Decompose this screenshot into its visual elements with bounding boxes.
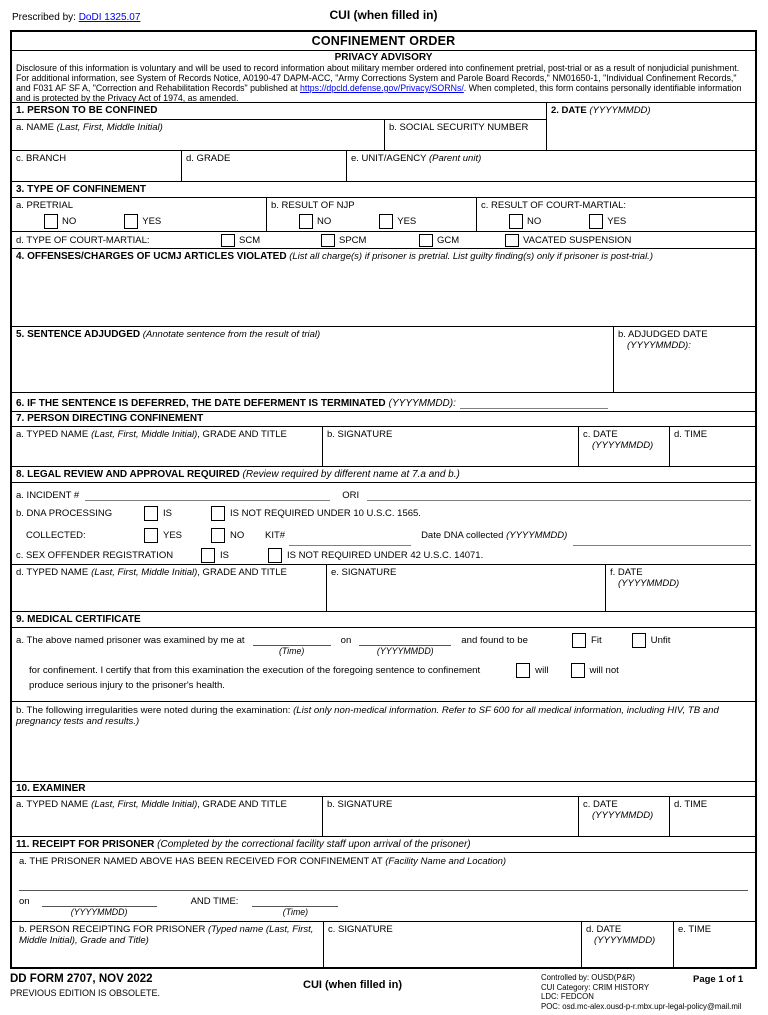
gcm-checkbox[interactable] (419, 234, 433, 247)
privacy-text-1: Disclosure of this information is voluntary and will be used to record information about military member ordered into confinement pretrial, post-trial or as a result of nonjudicial punishment. For additional information, see System of Records Notice, A0190-47 DAPM-ACC, "Army Corrections System and Parole Board Records," NM01650-1, "Individual Confinement Records," and F031 AF SF A, "Correction and Rehabilitation Records" published at (16, 63, 740, 93)
s11-receipting-cell[interactable] (12, 922, 324, 967)
section-10-header-row (12, 782, 755, 797)
section-8c (12, 546, 755, 565)
section-9-header: 9. MEDICAL CERTIFICATE (16, 614, 141, 625)
s10-typed-name-cell[interactable] (12, 797, 323, 836)
section-8-hint: (Review required by different name at 7.a and b.) (242, 469, 460, 480)
date-label: 2. DATE (551, 105, 587, 116)
section-9b[interactable] (12, 702, 755, 782)
section-11-label: 11. RECEIPT FOR PRISONER (16, 839, 155, 850)
unfit-group (632, 632, 671, 648)
will-not-group (571, 663, 619, 678)
section-6-label: 6. IF THE SENTENCE IS DEFERRED, THE DATE DEFERMENT IS TERMINATED (16, 398, 386, 409)
field-unit-agency[interactable] (347, 151, 755, 181)
field-grade[interactable] (182, 151, 347, 181)
date-hint: (YYYYMMDD) (589, 105, 651, 116)
dna-isnot-label: IS NOT REQUIRED UNDER 10 U.S.C. 1565. (230, 508, 421, 519)
collected-yes-label: YES (163, 529, 183, 541)
s10-time-label: d. TIME (674, 799, 708, 810)
s8-signature-label: e. SIGNATURE (331, 567, 397, 578)
top-bar (10, 8, 757, 30)
court-martial-type-label: d. TYPE OF COURT-MARTIAL: (16, 234, 150, 246)
s7-signature-label: b. SIGNATURE (327, 429, 393, 440)
sex-offender-label: c. SEX OFFENDER REGISTRATION (16, 549, 174, 561)
s9-injury-text: produce serious injury to the prisoner's health. (29, 680, 225, 691)
will-checkbox[interactable] (516, 663, 530, 678)
form-number: DD FORM 2707, NOV 2022 (10, 973, 153, 985)
unit-label: e. UNIT/AGENCY (351, 153, 427, 164)
dna-isnot-checkbox[interactable] (211, 506, 225, 521)
s11-date-hint: (YYYYMMDD) (594, 935, 656, 946)
s8-typed-name-cell[interactable] (12, 565, 327, 611)
adjudged-date-hint: (YYYYMMDD): (627, 340, 691, 351)
section-7-header: 7. PERSON DIRECTING CONFINEMENT (16, 413, 204, 424)
grade-label: d. GRADE (186, 153, 231, 164)
dna-processing-label: b. DNA PROCESSING (16, 508, 113, 519)
footer-left (10, 973, 240, 1011)
s11-time-label: e. TIME (678, 924, 712, 935)
spcm-label: SPCM (339, 234, 367, 246)
field-ssn[interactable] (385, 120, 546, 150)
adjudged-date-cell[interactable] (614, 327, 755, 392)
fit-label: Fit (590, 635, 602, 646)
name-label: a. NAME (16, 122, 55, 133)
s11-receipting-hint: (Typed name (Last, First, Middle Initial), Grade and Title) (19, 924, 314, 946)
sex-offender-isnot-label: IS NOT REQUIRED UNDER 42 U.S.C. 14071. (287, 549, 484, 561)
pretrial-no-label: NO (62, 216, 77, 227)
s8-date-label: f. DATE (610, 567, 643, 578)
facility-field[interactable] (19, 867, 748, 891)
section-1-2 (12, 103, 755, 151)
s8-date-hint: (YYYYMMDD) (618, 578, 680, 589)
s7-date-cell[interactable] (579, 427, 670, 466)
field-date[interactable] (547, 103, 755, 150)
section-9a (12, 628, 755, 702)
s7-date-label: c. DATE (583, 429, 618, 440)
collected-no-checkbox[interactable] (211, 528, 225, 543)
pretrial-yes-label: YES (142, 216, 162, 227)
and-time-label: AND TIME: (190, 896, 239, 907)
section-10-header: 10. EXAMINER (16, 783, 86, 794)
s10-date-label: c. DATE (583, 799, 618, 810)
section-11-header-row (12, 837, 755, 853)
cui-category: CUI Category: CRIM HISTORY (541, 982, 650, 992)
s8-typed-name-label: d. TYPED NAME (16, 567, 89, 578)
previous-edition: PREVIOUS EDITION IS OBSOLETE. (10, 988, 161, 998)
form-footer (10, 973, 757, 1011)
will-not-checkbox[interactable] (571, 663, 585, 678)
s8-typed-name-label2: , GRADE AND TITLE (197, 567, 287, 578)
exam-time-hint: (Time) (278, 646, 305, 656)
collected-yes-checkbox[interactable] (144, 528, 158, 543)
s9b-hint: (List only non-medical information. Refer to SF 600 for all medical information, including HIV, TB and pregnancy tests and results.) (16, 705, 719, 727)
pretrial-no-checkbox[interactable] (44, 214, 58, 229)
privacy-text (16, 63, 751, 103)
gcm-label: GCM (437, 234, 460, 246)
court-martial-no-checkbox[interactable] (509, 214, 523, 229)
section-8-header (12, 467, 464, 482)
section-6 (12, 393, 755, 412)
court-martial-result-label: c. RESULT OF COURT-MARTIAL: (481, 200, 626, 211)
incident-label: a. INCIDENT # (16, 490, 80, 501)
section-8-row-def (12, 565, 755, 612)
vacated-suspension-label: VACATED SUSPENSION (523, 234, 632, 246)
dodi-link[interactable]: DoDI 1325.07 (78, 12, 141, 23)
section-3-header: 3. TYPE OF CONFINEMENT (16, 184, 147, 195)
section-8-header-row (12, 467, 755, 483)
s10-time-cell[interactable] (670, 797, 755, 836)
dna-date-field[interactable] (573, 534, 751, 546)
court-martial-yes-label: YES (607, 216, 627, 227)
s11-time-cell[interactable] (674, 922, 755, 967)
exam-time-field[interactable] (253, 632, 331, 657)
s10-date-cell[interactable] (579, 797, 670, 836)
received-hint: (Facility Name and Location) (385, 856, 507, 867)
ori-field[interactable] (367, 489, 751, 501)
s7-signature-cell[interactable] (323, 427, 579, 466)
exam-date-hint: (YYYYMMDD) (376, 646, 434, 656)
branch-label: c. BRANCH (16, 153, 67, 164)
scm-checkbox[interactable] (221, 234, 235, 247)
will-label: will (535, 665, 549, 676)
dna-date-label: Date DNA collected (YYYYMMDD) (421, 529, 568, 541)
collected-no-label: NO (230, 529, 245, 541)
section-10-row (12, 797, 755, 837)
s11-date-cell[interactable] (582, 922, 674, 967)
ori-label: ORI (342, 490, 360, 501)
section-9-header-row (12, 612, 755, 628)
section-8-label: 8. LEGAL REVIEW AND APPROVAL REQUIRED (16, 469, 240, 480)
s7-typed-name-hint: (Last, First, Middle Initial) (91, 429, 198, 440)
received-date-hint: (YYYYMMDD) (70, 907, 128, 917)
sorns-link[interactable]: https://dpcld.defense.gov/Privacy/SORNs/ (300, 83, 464, 93)
s7-time-label: d. TIME (674, 429, 708, 440)
unfit-label: Unfit (650, 635, 671, 646)
pretrial-yes-checkbox[interactable] (124, 214, 138, 229)
s10-date-hint: (YYYYMMDD) (592, 810, 654, 821)
spcm-checkbox[interactable] (321, 234, 335, 247)
dna-is-checkbox[interactable] (144, 506, 158, 521)
name-hint: (Last, First, Middle Initial) (56, 122, 163, 133)
s9-examined-text: a. The above named prisoner was examined by me at (16, 635, 245, 646)
deferment-date-field[interactable] (460, 397, 608, 409)
fit-checkbox[interactable] (572, 633, 586, 648)
field-name[interactable] (12, 120, 385, 150)
s7-date-hint: (YYYYMMDD) (592, 440, 654, 451)
s8-date-cell[interactable] (606, 565, 755, 611)
court-martial-yes-checkbox[interactable] (589, 214, 603, 229)
njp-cell (267, 198, 477, 231)
kit-field[interactable] (289, 534, 411, 546)
section-5-header: 5. SENTENCE ADJUDGED (16, 329, 141, 340)
will-not-label: will not (589, 665, 619, 676)
s9-certify-text: for confinement. I certify that from this examination the execution of the foregoing sentence to confinement (29, 665, 481, 676)
court-martial-no-label: NO (527, 216, 542, 227)
adjudged-date-label: b. ADJUDGED DATE (618, 329, 708, 340)
s10-typed-name-label2: , GRADE AND TITLE (197, 799, 287, 810)
s11-receipting-label: b. PERSON RECEIPTING FOR PRISONER (19, 924, 206, 935)
will-group (516, 663, 548, 678)
received-date-field[interactable] (42, 894, 157, 918)
section-5 (12, 327, 755, 393)
njp-no-checkbox[interactable] (299, 214, 313, 229)
s9b-label: b. The following irregularities were noted during the examination: (16, 705, 291, 716)
section-8b-line1 (12, 503, 755, 524)
njp-yes-label: YES (397, 216, 417, 227)
unfit-checkbox[interactable] (632, 633, 646, 648)
exam-date-field[interactable] (359, 632, 451, 657)
section-4[interactable] (12, 249, 755, 327)
section-7-row (12, 427, 755, 467)
poc: POC: osd.mc-alex.ousd-p-r.mbx.upr-legal-policy@mail.mil (541, 1001, 742, 1011)
s8-typed-name-hint: (Last, First, Middle Initial) (91, 567, 198, 578)
received-time-field[interactable] (252, 894, 338, 918)
s7-typed-name-label: a. TYPED NAME (16, 429, 89, 440)
controlled-by: Controlled by: OUSD(P&R) (541, 973, 636, 982)
pretrial-cell (12, 198, 267, 231)
section-8a (12, 483, 755, 503)
received-on-label: on (19, 896, 30, 907)
section-3-row2 (12, 232, 755, 249)
section-1-row2 (12, 151, 755, 182)
dna-is-label: IS (163, 508, 172, 519)
s10-typed-name-label: a. TYPED NAME (16, 799, 89, 810)
privacy-text-2: . When completed, this form contains personally identifiable information and is protected by the Privacy Act of 1974, as amended. (16, 83, 742, 103)
received-label: a. THE PRISONER NAMED ABOVE HAS BEEN RECEIVED FOR CONFINEMENT AT (19, 856, 383, 867)
collected-label: COLLECTED: (26, 529, 86, 541)
s11-signature-label: c. SIGNATURE (328, 924, 393, 935)
s8-signature-cell[interactable] (327, 565, 606, 611)
cui-banner-bottom: CUI (when filled in) (303, 979, 402, 991)
unit-hint: (Parent unit) (428, 153, 482, 164)
kit-label: KIT# (265, 529, 286, 541)
s11-signature-cell[interactable] (324, 922, 582, 967)
footer-right (465, 973, 757, 1011)
njp-yes-checkbox[interactable] (379, 214, 393, 229)
s10-signature-cell[interactable] (323, 797, 579, 836)
s9-found-text: and found to be (461, 635, 528, 646)
s7-typed-name-cell[interactable] (12, 427, 323, 466)
sex-offender-isnot-checkbox[interactable] (268, 548, 282, 563)
section-3-header-row (12, 182, 755, 198)
section-3-row1 (12, 198, 755, 232)
pretrial-label: a. PRETRIAL (16, 200, 74, 211)
vacated-suspension-checkbox[interactable] (505, 234, 519, 247)
s10-signature-label: b. SIGNATURE (327, 799, 393, 810)
njp-label: b. RESULT OF NJP (271, 200, 355, 211)
section-4-header: 4. OFFENSES/CHARGES OF UCMJ ARTICLES VIOLATED (16, 251, 287, 262)
section-4-hint: (List all charge(s) if prisoner is pretrial. List guilty finding(s) only if prisoner is post-trial.) (289, 251, 653, 262)
s10-typed-name-hint: (Last, First, Middle Initial) (91, 799, 198, 810)
received-time-hint: (Time) (282, 907, 309, 917)
incident-field[interactable] (85, 489, 330, 501)
s9-on-text: on (340, 635, 352, 646)
s7-time-cell[interactable] (670, 427, 755, 466)
form-title-row (12, 32, 755, 51)
njp-no-label: NO (317, 216, 332, 227)
court-martial-result-cell (477, 198, 755, 231)
ssn-label: b. SOCIAL SECURITY NUMBER (389, 122, 529, 133)
section-11-hint: (Completed by the correctional facility staff upon arrival of the prisoner) (157, 839, 471, 850)
page-number: Page 1 of 1 (693, 974, 744, 985)
section-7-header-row (12, 412, 755, 427)
section-11-row (12, 922, 755, 967)
confinement-order-form (10, 30, 757, 969)
sentence-adjudged-cell[interactable] (12, 327, 614, 392)
cui-banner-top: CUI (when filled in) (329, 8, 438, 22)
section-8b-line2 (12, 524, 755, 546)
sex-offender-is-label: IS (220, 549, 229, 561)
s11-date-label: d. DATE (586, 924, 622, 935)
scm-label: SCM (239, 234, 261, 246)
privacy-heading: PRIVACY ADVISORY (334, 52, 433, 63)
sex-offender-is-checkbox[interactable] (201, 548, 215, 563)
section-1-header: 1. PERSON TO BE CONFINED (12, 103, 546, 120)
section-6-hint: (YYYYMMDD): (388, 398, 456, 409)
section-11-header (12, 837, 475, 852)
s7-typed-name-label2: , GRADE AND TITLE (197, 429, 287, 440)
prescribed-label: Prescribed by: (12, 12, 76, 23)
field-branch[interactable] (12, 151, 182, 181)
ldc: LDC: FEDCON (541, 992, 594, 1001)
form-title: CONFINEMENT ORDER (311, 34, 456, 48)
section-5-hint: (Annotate sentence from the result of trial) (142, 329, 321, 340)
privacy-advisory (12, 51, 755, 103)
section-11a (12, 853, 755, 922)
fit-group (572, 632, 602, 648)
